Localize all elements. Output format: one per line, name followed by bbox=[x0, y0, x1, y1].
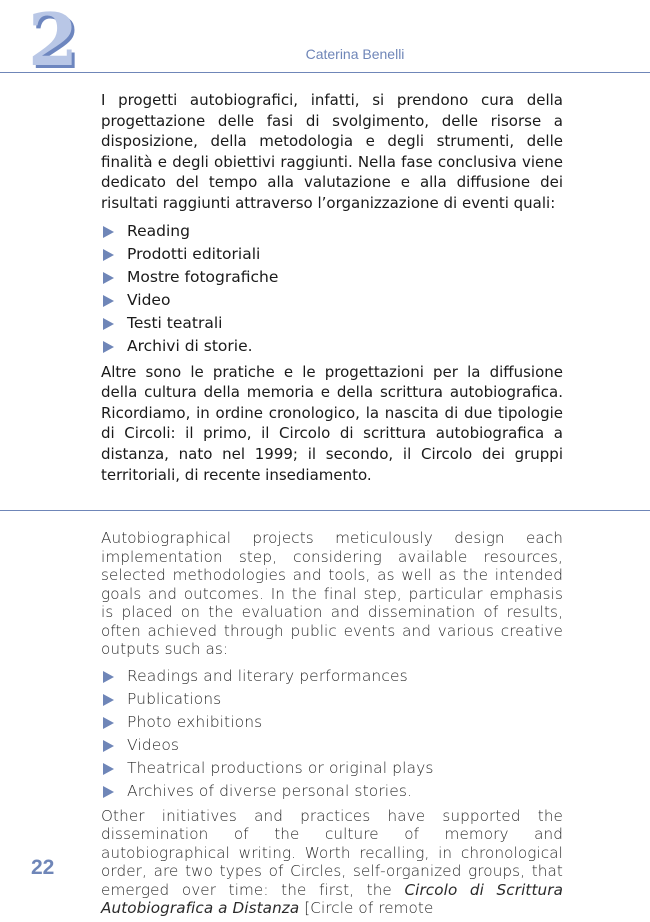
list-item: Prodotti editoriali bbox=[101, 243, 563, 266]
list-item: Mostre fotografiche bbox=[101, 266, 563, 289]
bullet-arrow-icon bbox=[103, 249, 114, 261]
bullet-arrow-icon bbox=[103, 763, 114, 775]
bullet-arrow-icon bbox=[103, 786, 114, 798]
italian-section bbox=[101, 90, 563, 485]
list-item: Theatrical productions or original plays bbox=[101, 757, 563, 780]
list-item: Reading bbox=[101, 220, 563, 243]
list-item: Video bbox=[101, 289, 563, 312]
bullet-arrow-icon bbox=[103, 295, 114, 307]
english-intro-paragraph: Autobiographical projects meticulously design each implementation step, considering available resources, selected methodologies and tools, as well as the intended goals and outcomes. In the final step, particular emphasis is placed on the evaluation and dissemination of results, often achieved through public events and various creative outputs such as: bbox=[101, 529, 563, 658]
bullet-arrow-icon bbox=[103, 318, 114, 330]
section-divider bbox=[0, 510, 650, 511]
list-item: Publications bbox=[101, 688, 563, 711]
bullet-arrow-icon bbox=[103, 740, 114, 752]
italian-event-list bbox=[101, 220, 563, 358]
list-item: Readings and literary performances bbox=[101, 665, 563, 688]
page-number: 22 bbox=[31, 856, 55, 879]
running-head bbox=[0, 44, 650, 63]
bullet-arrow-icon bbox=[103, 272, 114, 284]
running-head-author: Caterina Benelli bbox=[305, 46, 405, 62]
list-item: Videos bbox=[101, 734, 563, 757]
bullet-arrow-icon bbox=[103, 671, 114, 683]
english-section bbox=[101, 529, 563, 918]
bullet-arrow-icon bbox=[103, 717, 114, 729]
bullet-arrow-icon bbox=[103, 694, 114, 706]
bullet-arrow-icon bbox=[103, 341, 114, 353]
english-event-list bbox=[101, 665, 563, 803]
circle-name-italic: Circolo di Scrittura Autobiografica a Distanza bbox=[101, 880, 564, 917]
list-item: Archives of diverse personal stories. bbox=[101, 780, 563, 803]
italian-intro-paragraph: I progetti autobiografici, infatti, si prendono cura della progettazione delle fasi di svolgimento, delle risorse a disposizione, della metodologia e degli strumenti, delle finalità e degli obiettivi raggiunti. Nella fase conclusiva viene dedicato del tempo alla valutazione e alla diffusione dei risultati raggiunti attraverso l’organizzazione di eventi quali: bbox=[101, 91, 563, 212]
list-item: Testi teatrali bbox=[101, 312, 563, 335]
italian-outro-paragraph: Altre sono le pratiche e le progettazioni per la diffusione della cultura della memoria e della scrittura autobiografica. Ricordiamo, in ordine cronologico, la nascita di due tipologie di Circoli: il primo, il Circolo di scrittura autobiografica a distanza, nato nel 1999; il secondo, il Circolo dei gruppi territoriali, di recente insediamento. bbox=[101, 362, 563, 484]
english-outro-paragraph: Other initiatives and practices have supported the dissemination of the culture of memory and autobiographical writing. Worth recalling, in chronological order, are two types of Circles, self-organized groups, that emerged over time: the first, the Circolo di Scrittura Autobiografica a Distanza [Circle of remote bbox=[101, 806, 564, 917]
header-rule bbox=[0, 72, 650, 73]
chapter-number: 2 bbox=[28, 0, 77, 82]
list-item: Archivi di storie. bbox=[101, 335, 563, 358]
bullet-arrow-icon bbox=[103, 226, 114, 238]
list-item: Photo exhibitions bbox=[101, 711, 563, 734]
